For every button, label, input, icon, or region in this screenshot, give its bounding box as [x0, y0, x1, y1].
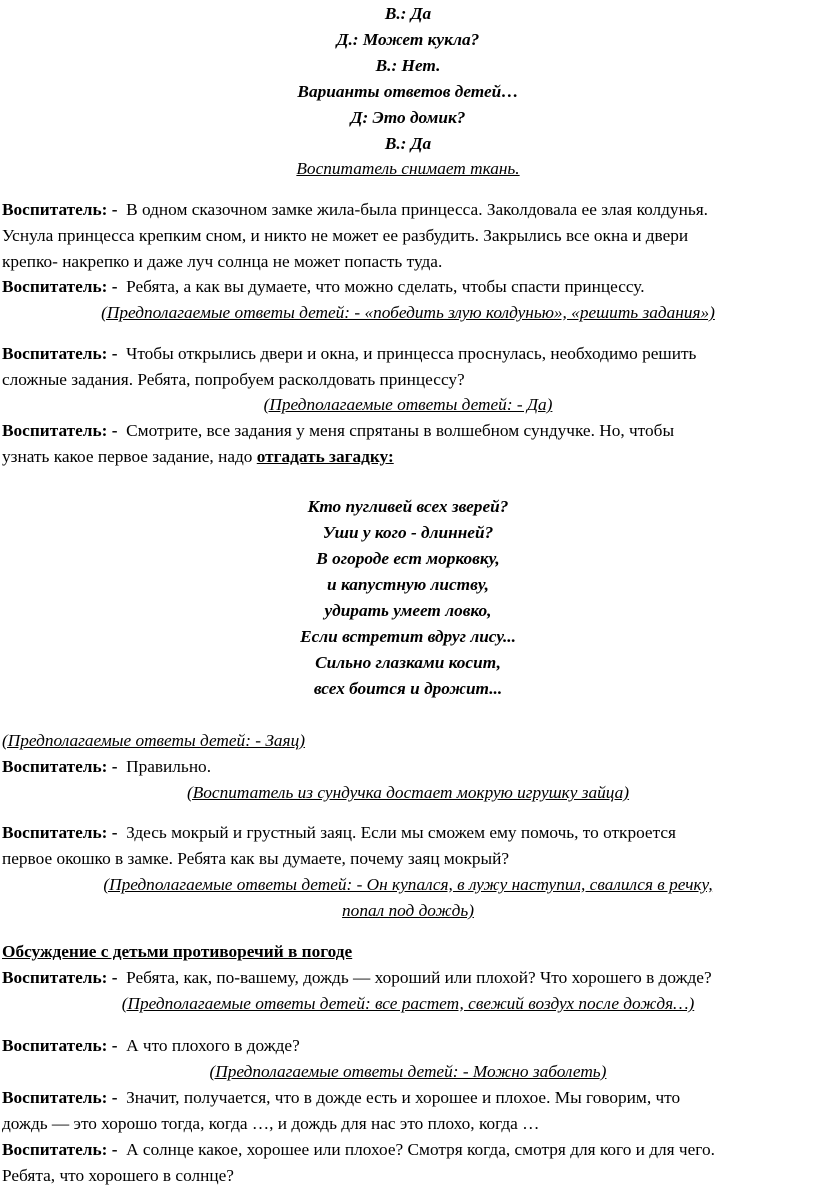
emphasis-text: отгадать загадку: — [256, 447, 394, 466]
expected-answer: (Предполагаемые ответы детей: - «победить злую колдунью», «решить задания») — [101, 303, 715, 322]
speaker-label: Воспитатель: - — [2, 823, 118, 842]
speaker-label: Воспитатель: - — [2, 277, 118, 296]
paragraph-line — [0, 1086, 816, 1110]
riddle-line: Кто пугливей всех зверей? — [307, 497, 509, 516]
riddle-line: Уши у кого - длинней? — [322, 523, 494, 542]
riddle-line: Если встретит вдруг лису... — [300, 627, 516, 646]
expected-answer: (Предполагаемые ответы детей: - Заяц) — [2, 731, 305, 750]
speaker-label: Воспитатель: - — [2, 968, 118, 987]
speaker-label: Воспитатель: - — [2, 1088, 118, 1107]
paragraph-text: Ребята, а как вы думаете, что можно сделать, чтобы спасти принцессу. — [126, 277, 645, 296]
paragraph-line — [0, 966, 816, 990]
riddle-line: всех боится и дрожит... — [313, 679, 503, 698]
riddle-line: и капустную листву, — [327, 575, 489, 594]
paragraph-text: Здесь мокрый и грустный заяц. Если мы сможем ему помочь, то откроется — [126, 823, 676, 842]
speaker-label: Воспитатель: - — [2, 1140, 118, 1159]
speaker-label: Воспитатель: - — [2, 200, 118, 219]
dialog-line: Варианты ответов детей… — [297, 82, 519, 101]
paragraph-text: А что плохого в дожде? — [126, 1036, 300, 1055]
riddle-line: Сильно глазками косит, — [315, 653, 501, 672]
paragraph-text: узнать какое первое задание, надо — [2, 447, 253, 466]
speaker-label: Воспитатель: - — [2, 344, 118, 363]
paragraph-text: Чтобы открылись двери и окна, и принцесса проснулась, необходимо решить — [126, 344, 697, 363]
dialog-line: В.: Нет. — [375, 56, 441, 75]
paragraph-line — [0, 1138, 816, 1162]
paragraph-line — [0, 275, 816, 299]
expected-answer: (Предполагаемые ответы детей: - Да) — [263, 395, 553, 414]
expected-answer: (Предполагаемые ответы детей: - Он купался, в лужу наступил, свалился в речку, — [103, 875, 713, 894]
paragraph-text: Смотрите, все задания у меня спрятаны в волшебном сундучке. Но, чтобы — [126, 421, 675, 440]
paragraph-line — [0, 821, 816, 845]
speaker-label: Воспитатель: - — [2, 421, 118, 440]
paragraph-text: Уснула принцесса крепким сном, и никто не может ее разбудить. Закрылись все окна и двери — [2, 226, 689, 245]
paragraph-text: Значит, получается, что в дожде есть и хорошее и плохое. Мы говорим, что — [126, 1088, 681, 1107]
paragraph-text: крепко- накрепко и даже луч солнца не может попасть туда. — [2, 252, 443, 271]
paragraph-text: сложные задания. Ребята, попробуем расколдовать принцессу? — [2, 370, 465, 389]
paragraph-line — [0, 1034, 816, 1058]
speaker-label: Воспитатель: - — [2, 1036, 118, 1055]
expected-answer: (Предполагаемые ответы детей: - Можно заболеть) — [209, 1062, 607, 1081]
dialog-line: В.: Да — [384, 134, 432, 153]
expected-answer: попал под дождь) — [342, 901, 474, 920]
stage-note: Воспитатель снимает ткань. — [296, 159, 520, 178]
riddle-line: В огороде ест морковку, — [316, 549, 500, 568]
paragraph-text: Ребята, что хорошего в солнце? — [2, 1166, 234, 1185]
riddle-line: удирать умеет ловко, — [324, 601, 492, 620]
dialog-line: В.: Да — [384, 4, 432, 23]
stage-note: (Воспитатель из сундучка достает мокрую игрушку зайца) — [186, 783, 630, 802]
speaker-label: Воспитатель: - — [2, 757, 118, 776]
section-heading: Обсуждение с детьми противоречий в погоде — [2, 942, 353, 961]
paragraph-text: дождь — это хорошо тогда, когда …, и дождь для нас это плохо, когда … — [2, 1114, 540, 1133]
paragraph-text: первое окошко в замке. Ребята как вы думаете, почему заяц мокрый? — [2, 849, 510, 868]
dialog-line: Д: Это домик? — [350, 108, 466, 127]
paragraph-line — [0, 419, 816, 443]
paragraph-line — [0, 755, 816, 779]
paragraph-text: А солнце какое, хорошее или плохое? Смотря когда, смотря для кого и для чего. — [126, 1140, 715, 1159]
dialog-line: Д.: Может кукла? — [336, 30, 480, 49]
paragraph-text: В одном сказочном замке жила-была принцесса. Заколдовала ее злая колдунья. — [126, 200, 708, 219]
paragraph-line — [0, 198, 816, 222]
paragraph-text: Ребята, как, по-вашему, дождь — хороший или плохой? Что хорошего в дожде? — [126, 968, 712, 987]
expected-answer: (Предполагаемые ответы детей: все растет, свежий воздух после дождя…) — [121, 994, 695, 1013]
paragraph-line — [0, 445, 816, 469]
paragraph-line — [0, 342, 816, 366]
paragraph-text: Правильно. — [126, 757, 212, 776]
